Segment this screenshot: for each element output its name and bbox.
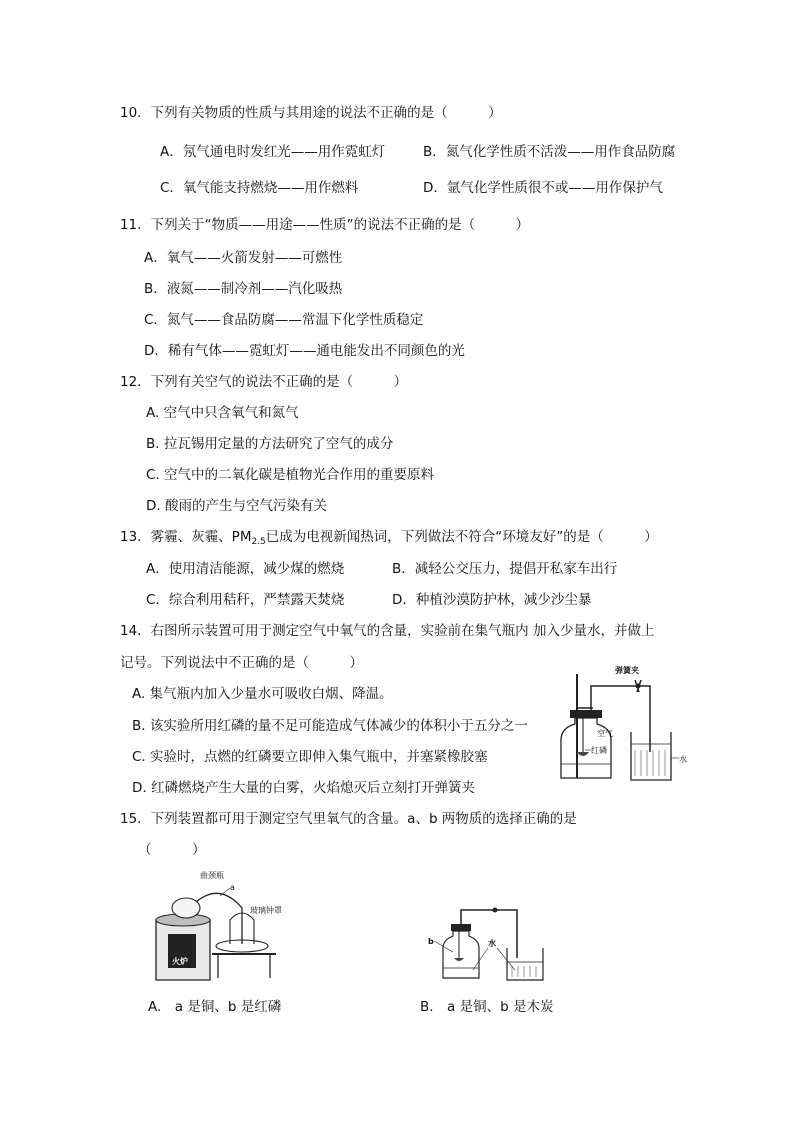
q10-option-c: C．氧气能支持燃烧——用作燃料	[160, 180, 359, 196]
q12-option-a: A. 空气中只含氧气和氮气	[146, 405, 299, 421]
q11-option-c: C．氮气——食品防腐——常温下化学性质稳定	[144, 312, 424, 328]
bell-jar-label: 玻璃钟罩	[250, 906, 282, 915]
q14-option-d: D. 红磷燃烧产生大量的白雾，火焰熄灭后立刻打开弹簧夹	[132, 780, 475, 796]
q14-option-b: B. 该实验所用红磷的量不足可能造成气体减少的体积小于五分之一	[132, 718, 528, 734]
q13-option-b: B．减轻公交压力，提倡开私家车出行	[392, 561, 618, 577]
q13-option-d: D．种植沙漠防护林，减少沙尘暴	[392, 592, 592, 608]
water-label: 水	[679, 755, 687, 764]
b-label: b	[428, 937, 434, 946]
q15-right-figure	[425, 900, 555, 984]
q14-option-c: C. 实验时，点燃的红磷要立即伸入集气瓶中，并塞紧橡胶塞	[132, 749, 488, 765]
q15-stem-line2: （ ）	[138, 842, 206, 858]
q10-option-d: D．氩气化学性质很不或——用作保护气	[423, 180, 663, 196]
q13-option-c: C．综合利用秸秆，严禁露天焚烧	[146, 592, 345, 608]
q11-stem: 11．下列关于“物质——用途——性质”的说法不正确的是（ ）	[120, 217, 530, 233]
q12-option-b: B. 拉瓦锡用定量的方法研究了空气的成分	[146, 436, 394, 452]
combustion-spoon	[454, 958, 464, 961]
glass-tube	[591, 686, 650, 752]
beaker	[507, 948, 543, 980]
furnace-label: 火炉	[172, 957, 188, 966]
q11-option-b: B．液氮——制冷剂——汽化吸热	[144, 281, 343, 297]
air-label: 空气	[597, 729, 613, 738]
q10-stem: 10．下列有关物质的性质与其用途的说法不正确的是（ ）	[120, 105, 502, 121]
q11-option-d: D．稀有气体——霓虹灯——通电能发出不同颜色的光	[144, 343, 465, 359]
q12-stem: 12．下列有关空气的说法不正确的是（ ）	[120, 374, 408, 390]
retort-label: 曲颈瓶	[200, 871, 224, 880]
q14-option-a: A. 集气瓶内加入少量水可吸收白烟、降温。	[132, 686, 393, 702]
q11-option-a: A．氧气——火箭发射——可燃性	[144, 250, 343, 266]
a-label: a	[230, 883, 235, 892]
q10-option-a: A．氖气通电时发红光——用作霓虹灯	[160, 144, 386, 160]
red-phosphorus-label: 红磷	[591, 746, 607, 755]
combustion-spoon	[577, 752, 589, 756]
q14-stem-line2: 记号。下列说法中不正确的是（ ）	[120, 655, 363, 671]
q13-option-a: A．使用清洁能源，减少煤的燃烧	[146, 561, 345, 577]
q13-stem	[120, 528, 658, 551]
gas-bottle	[443, 931, 479, 978]
clamp-label: 弹簧夹	[615, 666, 639, 675]
water-label-right: 水	[488, 939, 496, 948]
q14-stem-line1: 14．右图所示装置可用于测定空气中氧气的含量，实验前在集气瓶内 加入少量水，并做上	[120, 623, 655, 639]
q12-option-c: C. 空气中的二氧化碳是植物光合作用的重要原料	[146, 467, 435, 483]
q13-stem-post: 已成为电视新闻热词，下列做法不符合“环境友好”的是（ ）	[265, 529, 658, 545]
q10-option-b: B．氮气化学性质不活泼——用作食品防腐	[423, 144, 676, 160]
q12-option-d: D. 酸雨的产生与空气污染有关	[146, 498, 327, 514]
q15-option-b: B. a 是铜、b 是木炭	[420, 999, 554, 1015]
q13-stem-subscript: 2.5	[251, 537, 266, 547]
q14-apparatus-figure	[555, 660, 695, 786]
q15-option-a: A. a 是铜、b 是红磷	[148, 999, 282, 1015]
retort-flask	[172, 898, 200, 918]
q13-stem-pre: 13．雾霾、灰霾、PM	[120, 529, 252, 545]
rubber-stopper	[451, 924, 471, 931]
rubber-stopper	[570, 710, 602, 718]
q15-stem-line1: 15．下列装置都可用于测定空气里氧气的含量。a、b 两物质的选择正确的是	[120, 811, 577, 827]
q15-left-figure	[150, 868, 290, 988]
